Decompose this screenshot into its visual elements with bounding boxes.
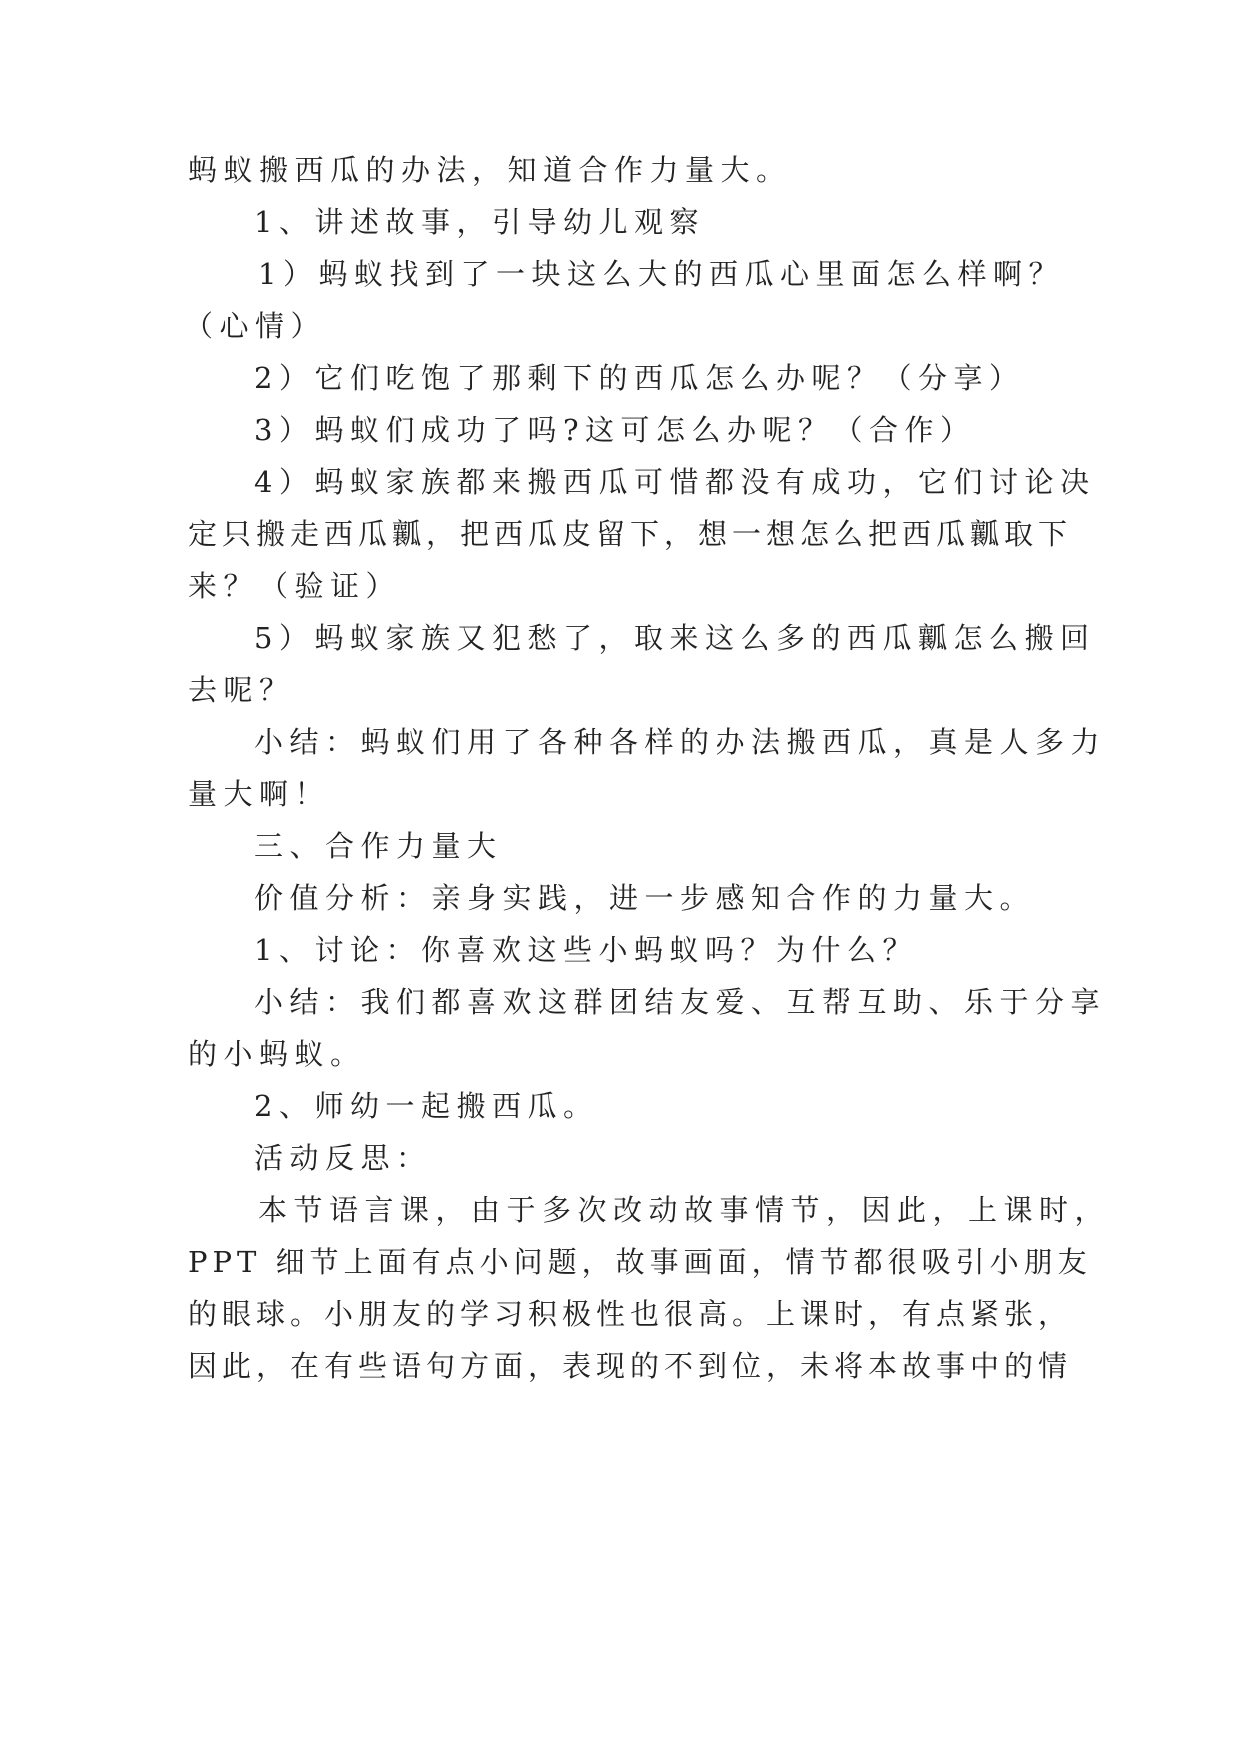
text-line-12: 小结：蚂蚁们用了各种各样的办法搬西瓜，真是人多力	[254, 725, 1107, 759]
text-line-13: 量大啊！	[188, 777, 331, 811]
text-line-14: 三、合作力量大	[254, 829, 503, 863]
text-line-24: 因此，在有些语句方面，表现的不到位，未将本故事中的情	[188, 1349, 1073, 1383]
text-line-7: 4）蚂蚁家族都来搬西瓜可惜都没有成功，它们讨论决	[254, 465, 1096, 499]
text-line-20: 活动反思：	[254, 1141, 432, 1175]
text-line-15: 价值分析：亲身实践，进一步感知合作的力量大。	[254, 881, 1036, 915]
text-line-10: 5）蚂蚁家族又犯愁了，取来这么多的西瓜瓤怎么搬回	[254, 621, 1096, 655]
text-line-11: 去呢？	[188, 673, 295, 707]
text-line-23: 的眼球。小朋友的学习积极性也很高。上课时，有点紧张，	[188, 1297, 1073, 1331]
text-line-19: 2、师幼一起搬西瓜。	[254, 1089, 599, 1123]
text-line-17: 小结：我们都喜欢这群团结友爱、互帮互助、乐于分享	[254, 985, 1107, 1019]
text-line-5: 2）它们吃饱了那剩下的西瓜怎么办呢？（分享）	[254, 361, 1025, 395]
text-line-2: 1、讲述故事，引导幼儿观察	[254, 205, 705, 239]
text-line-6: 3）蚂蚁们成功了吗?这可怎么办呢？（合作）	[254, 413, 976, 447]
text-line-21: 本节语言课，由于多次改动故事情节，因此，上课时，	[258, 1193, 1111, 1227]
text-line-9: 来？（验证）	[188, 569, 402, 603]
text-line-8: 定只搬走西瓜瓤，把西瓜皮留下，想一想怎么把西瓜瓤取下	[188, 517, 1073, 551]
text-line-22: PPT 细节上面有点小问题，故事画面，情节都很吸引小朋友	[188, 1245, 1092, 1279]
text-line-16: 1、讨论：你喜欢这些小蚂蚁吗？为什么？	[254, 933, 918, 967]
text-line-3: 1）蚂蚁找到了一块这么大的西瓜心里面怎么样啊？	[258, 257, 1064, 291]
text-line-4: （心情）	[184, 309, 327, 343]
text-line-18: 的小蚂蚁。	[188, 1037, 366, 1071]
text-line-1: 蚂蚁搬西瓜的办法，知道合作力量大。	[188, 153, 792, 187]
